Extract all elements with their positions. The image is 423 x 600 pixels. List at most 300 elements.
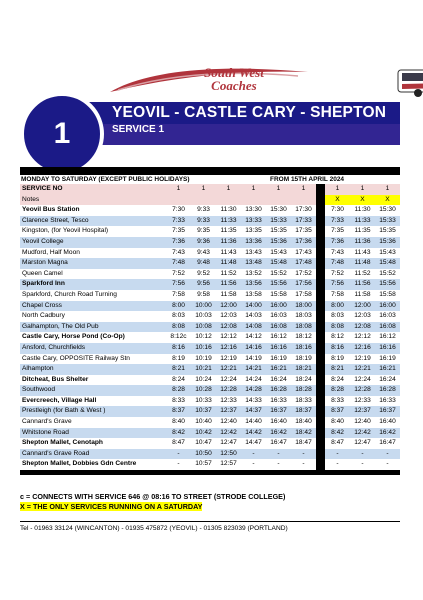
time-cell: 16:42	[266, 428, 291, 439]
column-divider	[316, 332, 325, 343]
stop-name: Sparkford Inn	[20, 279, 166, 290]
time-cell: 7:56	[325, 279, 350, 290]
time-cell: 10:57	[195, 460, 212, 468]
time-cell: 15:52	[379, 269, 396, 277]
note-cell	[266, 195, 291, 206]
time-cell: 12:21	[350, 364, 375, 375]
time-cell: 13:36	[241, 237, 266, 248]
time-cell: 14:33	[245, 396, 262, 404]
time-cell: 7:48	[166, 258, 191, 269]
time-cell: 18:28	[291, 385, 316, 396]
time-cell: 12:21	[216, 364, 241, 375]
time-cell: 15:43	[270, 248, 287, 256]
time-cell: 7:35	[172, 227, 185, 235]
time-cell: 14:12	[245, 333, 262, 341]
time-cell: 9:33	[197, 206, 210, 214]
column-divider	[316, 417, 325, 428]
time-cell: 12:42	[216, 428, 241, 439]
stop-name: Castle Cary, OPPOSITE Railway Stn	[22, 354, 130, 362]
time-cell: 11:52	[220, 269, 237, 277]
time-cell: 8:24	[331, 375, 344, 383]
valid-from: FROM 15TH APRIL 2024	[270, 176, 345, 183]
time-cell: 12:19	[220, 354, 237, 362]
table-row	[20, 406, 400, 417]
time-cell: 8:08	[325, 322, 350, 333]
time-cell: 9:33	[191, 216, 216, 227]
operating-days: MONDAY TO SATURDAY (EXCEPT PUBLIC HOLIDAYS)	[21, 176, 190, 183]
column-divider	[316, 406, 325, 417]
time-cell: 16:47	[379, 439, 396, 447]
time-cell: 8:21	[325, 364, 350, 375]
note-cell	[191, 195, 216, 206]
table-row	[20, 375, 400, 386]
time-cell: 16:28	[375, 385, 400, 396]
time-cell: 18:16	[291, 343, 316, 354]
time-cell: 12:33	[220, 396, 237, 404]
stop-name: Alhampton	[20, 364, 166, 375]
time-cell: 9:58	[197, 290, 210, 298]
time-cell: 8:19	[331, 354, 344, 362]
stop-name: Southwood	[20, 385, 166, 396]
time-cell: 15:48	[375, 258, 400, 269]
column-divider	[316, 459, 325, 470]
stop-name: Shepton Mallet, Dobbies Gdn Centre	[22, 460, 137, 468]
column-divider	[316, 226, 325, 237]
stop-name: Ditcheat, Bus Shelter	[22, 375, 89, 383]
table-row	[20, 269, 400, 280]
time-cell: 15:36	[266, 237, 291, 248]
time-cell: 7:36	[166, 237, 191, 248]
stop-name: Whitstone Road	[20, 428, 166, 439]
time-cell: 13:43	[245, 248, 262, 256]
time-cell: 9:52	[197, 269, 210, 277]
stop-name: Cannard's Grave Road	[20, 449, 166, 460]
time-cell: 7:56	[166, 279, 191, 290]
time-cell: 14:24	[245, 375, 262, 383]
time-cell: 14:19	[245, 354, 262, 362]
time-cell: 17:56	[291, 279, 316, 290]
notes-row	[20, 195, 400, 206]
time-cell: 12:08	[216, 322, 241, 333]
column-divider	[316, 301, 325, 312]
time-cell: 15:48	[266, 258, 291, 269]
time-cell: 16:42	[375, 428, 400, 439]
service-no: 1	[216, 184, 241, 195]
column-divider	[316, 428, 325, 439]
time-cell: 11:43	[220, 248, 237, 256]
stop-name: Clarence Street, Tesco	[20, 216, 166, 227]
time-cell: 12:42	[350, 428, 375, 439]
table-row	[20, 248, 400, 259]
time-cell: 16:00	[266, 301, 291, 312]
time-cell: 8:28	[325, 385, 350, 396]
time-cell: 7:43	[172, 248, 185, 256]
time-cell: 16:40	[379, 418, 396, 426]
timetable-grid	[20, 184, 400, 470]
brand-line2: Coaches	[211, 78, 257, 93]
service-no: 1	[291, 184, 316, 195]
column-divider	[316, 449, 325, 460]
time-cell: 18:08	[291, 322, 316, 333]
table-bottom-bar	[20, 470, 400, 475]
column-divider	[316, 354, 325, 365]
time-cell: 15:56	[266, 279, 291, 290]
table-row	[20, 438, 400, 449]
time-cell: -	[166, 449, 191, 460]
stop-name: Chapel Cross	[20, 301, 166, 312]
column-divider	[316, 258, 325, 269]
time-cell: 12:24	[220, 375, 237, 383]
column-divider	[316, 269, 325, 280]
time-cell: 11:35	[354, 227, 371, 235]
time-cell: 8:47	[172, 439, 185, 447]
time-cell: 11:30	[354, 206, 371, 214]
column-divider	[316, 195, 325, 206]
time-cell: 11:48	[350, 258, 375, 269]
column-divider	[316, 343, 325, 354]
time-cell: 11:56	[216, 279, 241, 290]
service-no-label: SERVICE NO	[20, 184, 166, 195]
time-cell: -	[375, 449, 400, 460]
column-divider	[316, 375, 325, 386]
time-cell: 18:21	[291, 364, 316, 375]
time-cell: 18:24	[295, 375, 312, 383]
time-cell: -	[336, 460, 339, 468]
time-cell: 12:40	[354, 418, 371, 426]
stop-name: Galhampton, The Old Pub	[20, 322, 166, 333]
table-row	[20, 237, 400, 248]
time-cell: 8:16	[325, 343, 350, 354]
time-cell: 12:47	[354, 439, 371, 447]
time-cell: 11:35	[220, 227, 237, 235]
service-no: 1	[166, 184, 191, 195]
time-cell: -	[350, 449, 375, 460]
stop-name: Cannard's Grave	[22, 418, 72, 426]
time-cell: 9:56	[191, 279, 216, 290]
time-cell: 16:08	[266, 322, 291, 333]
time-cell: 14:37	[241, 406, 266, 417]
column-divider	[316, 385, 325, 396]
time-cell: 7:30	[331, 206, 344, 214]
time-cell: 15:56	[375, 279, 400, 290]
table-row	[20, 364, 400, 375]
saturday-note: X = THE ONLY SERVICES RUNNING ON A SATURDAY	[20, 502, 203, 511]
time-cell: 17:30	[295, 206, 312, 214]
time-cell: 7:58	[172, 290, 185, 298]
timetable	[20, 167, 400, 475]
time-cell: 7:52	[172, 269, 185, 277]
column-divider	[316, 322, 325, 333]
time-cell: 12:16	[350, 343, 375, 354]
table-row	[20, 279, 400, 290]
time-cell: 8:42	[325, 428, 350, 439]
service-no: 1	[375, 184, 400, 195]
time-cell: 11:33	[216, 216, 241, 227]
table-row	[20, 417, 400, 428]
time-cell: 14:40	[245, 418, 262, 426]
info-row	[20, 175, 400, 184]
table-row	[20, 216, 400, 227]
time-cell: 10:08	[191, 322, 216, 333]
service-no: 1	[325, 184, 350, 195]
time-cell: 8:12c	[170, 333, 187, 341]
time-cell: 15:30	[379, 206, 396, 214]
time-cell: 10:33	[195, 396, 212, 404]
time-cell: 15:30	[270, 206, 287, 214]
time-cell: 14:03	[245, 312, 262, 320]
time-cell: 16:33	[270, 396, 287, 404]
service-no: 1	[241, 184, 266, 195]
time-cell: 12:28	[350, 385, 375, 396]
time-cell: 14:28	[241, 385, 266, 396]
time-cell: 16:19	[270, 354, 287, 362]
time-cell: 16:21	[266, 364, 291, 375]
stop-name: Kingston, (for Yeovil Hospital)	[22, 227, 109, 235]
stop-name: Sparkford, Church Road Turning	[22, 290, 117, 298]
stop-name: Ansford, Churchfields	[20, 343, 166, 354]
time-cell: 10:21	[191, 364, 216, 375]
time-cell: 8:28	[166, 385, 191, 396]
time-cell: 8:00	[325, 301, 350, 312]
time-cell: 14:42	[241, 428, 266, 439]
table-row	[20, 385, 400, 396]
time-cell: 9:35	[197, 227, 210, 235]
time-cell: 17:36	[291, 237, 316, 248]
time-cell: 16:47	[270, 439, 287, 447]
time-cell: 14:00	[241, 301, 266, 312]
time-cell: 15:33	[266, 216, 291, 227]
time-cell: 7:52	[331, 269, 344, 277]
time-cell: 12:19	[354, 354, 371, 362]
table-row	[20, 343, 400, 354]
time-cell: 7:33	[325, 216, 350, 227]
time-cell: 17:35	[295, 227, 312, 235]
time-cell: 15:33	[375, 216, 400, 227]
time-cell: 17:48	[291, 258, 316, 269]
time-cell: 10:37	[191, 406, 216, 417]
column-divider	[316, 438, 325, 449]
time-cell: 13:48	[241, 258, 266, 269]
time-cell: 17:43	[295, 248, 312, 256]
time-cell: 11:58	[220, 290, 237, 298]
stop-name: Yeovil Bus Station	[22, 206, 80, 214]
divider	[20, 521, 400, 522]
time-cell: 11:52	[354, 269, 371, 277]
time-cell: 12:08	[350, 322, 375, 333]
service-no: 1	[266, 184, 291, 195]
time-cell: 12:40	[220, 418, 237, 426]
time-cell: 16:40	[270, 418, 287, 426]
column-divider	[316, 290, 325, 301]
table-row	[20, 396, 400, 407]
route-header	[20, 102, 400, 152]
time-cell: -	[291, 449, 316, 460]
time-cell: 8:24	[172, 375, 185, 383]
time-cell: -	[361, 460, 364, 468]
time-cell: 17:33	[291, 216, 316, 227]
time-cell: 18:19	[295, 354, 312, 362]
time-cell: 15:58	[379, 290, 396, 298]
time-cell: -	[266, 449, 291, 460]
time-cell: 13:30	[245, 206, 262, 214]
time-cell: 11:36	[216, 237, 241, 248]
time-cell: 16:19	[379, 354, 396, 362]
stop-name: Yeovil College	[20, 237, 166, 248]
time-cell: 15:52	[270, 269, 287, 277]
note-cell: X	[325, 195, 350, 206]
time-cell: 12:28	[216, 385, 241, 396]
stop-name: Castle Cary, Horse Pond (Co-Op)	[22, 333, 125, 341]
time-cell: 9:48	[191, 258, 216, 269]
time-cell: -	[386, 460, 389, 468]
time-cell: -	[325, 449, 350, 460]
time-cell: 10:19	[195, 354, 212, 362]
time-cell: 10:40	[195, 418, 212, 426]
note-cell: X	[350, 195, 375, 206]
time-cell: -	[277, 460, 280, 468]
time-cell: 16:12	[379, 333, 396, 341]
service-no: 1	[350, 184, 375, 195]
time-cell: 16:08	[375, 322, 400, 333]
time-cell: 17:52	[295, 269, 312, 277]
logo-text	[204, 66, 264, 92]
time-cell: 16:16	[375, 343, 400, 354]
time-cell: 8:42	[166, 428, 191, 439]
note-cell	[216, 195, 241, 206]
time-cell: 10:42	[191, 428, 216, 439]
time-cell: 8:33	[331, 396, 344, 404]
table-row	[20, 322, 400, 333]
coach-icon	[396, 68, 423, 98]
time-cell: 16:03	[270, 312, 287, 320]
time-cell: -	[241, 449, 266, 460]
time-cell: 11:58	[354, 290, 371, 298]
time-cell: 16:16	[266, 343, 291, 354]
time-cell: 8:08	[166, 322, 191, 333]
note-cell: X	[375, 195, 400, 206]
stop-name: Mudford, Half Moon	[22, 248, 80, 256]
time-cell: 8:47	[331, 439, 344, 447]
time-cell: 15:35	[379, 227, 396, 235]
time-cell: 9:43	[197, 248, 210, 256]
time-cell: 12:16	[216, 343, 241, 354]
time-cell: 14:16	[241, 343, 266, 354]
time-cell: 9:36	[191, 237, 216, 248]
table-row	[20, 290, 400, 301]
time-cell: 10:50	[191, 449, 216, 460]
column-divider	[316, 216, 325, 227]
time-cell: 7:33	[166, 216, 191, 227]
time-cell: 12:57	[220, 460, 237, 468]
time-cell: 11:36	[350, 237, 375, 248]
service-label: SERVICE 1	[112, 124, 165, 135]
time-cell: 7:58	[331, 290, 344, 298]
time-cell: 10:47	[195, 439, 212, 447]
column-divider	[316, 237, 325, 248]
stop-name: Marston Magna	[20, 258, 166, 269]
time-cell: 13:52	[245, 269, 262, 277]
time-cell: 13:35	[245, 227, 262, 235]
time-cell: 14:21	[241, 364, 266, 375]
time-cell: 12:47	[220, 439, 237, 447]
time-cell: 16:21	[375, 364, 400, 375]
time-cell: 10:28	[191, 385, 216, 396]
time-cell: 11:48	[216, 258, 241, 269]
stop-name: Shepton Mallet, Cenotaph	[22, 439, 103, 447]
table-row	[20, 258, 400, 269]
stop-name: Queen Camel	[22, 269, 63, 277]
time-cell: 16:24	[379, 375, 396, 383]
time-cell: 8:00	[166, 301, 191, 312]
time-cell: 8:16	[166, 343, 191, 354]
time-cell: 12:12	[220, 333, 237, 341]
time-cell: 16:00	[375, 301, 400, 312]
time-cell: 18:42	[291, 428, 316, 439]
brand-line1: South West	[204, 65, 264, 80]
time-cell: 8:03	[172, 312, 185, 320]
time-cell: 16:24	[270, 375, 287, 383]
time-cell: 10:24	[195, 375, 212, 383]
time-cell: 16:37	[266, 406, 291, 417]
time-cell: 13:58	[245, 290, 262, 298]
service-no-row	[20, 184, 400, 195]
time-cell: 8:37	[166, 406, 191, 417]
time-cell: 7:30	[172, 206, 185, 214]
route-title: YEOVIL - CASTLE CARY - SHEPTON	[112, 104, 387, 121]
time-cell: 14:47	[245, 439, 262, 447]
time-cell: 16:12	[270, 333, 287, 341]
table-row	[20, 354, 400, 365]
time-cell: 13:33	[241, 216, 266, 227]
footnotes	[20, 492, 400, 511]
note-cell	[241, 195, 266, 206]
time-cell: 18:03	[295, 312, 312, 320]
column-divider	[316, 184, 325, 195]
table-row	[20, 311, 400, 322]
time-cell: 8:19	[172, 354, 185, 362]
company-logo	[108, 64, 400, 102]
time-cell: 8:03	[331, 312, 344, 320]
table-row	[20, 449, 400, 460]
time-cell: 12:50	[216, 449, 241, 460]
table-row	[20, 332, 400, 343]
time-cell: 16:37	[375, 406, 400, 417]
stop-name: Evercreech, Village Hall	[22, 396, 97, 404]
time-cell: 7:43	[331, 248, 344, 256]
time-cell: 15:43	[379, 248, 396, 256]
time-cell: 11:43	[354, 248, 371, 256]
time-cell: 18:37	[291, 406, 316, 417]
time-cell: 8:21	[166, 364, 191, 375]
route-number-badge: 1	[20, 92, 104, 176]
time-cell: 8:40	[331, 418, 344, 426]
time-cell: 15:35	[270, 227, 287, 235]
time-cell: 8:33	[172, 396, 185, 404]
time-cell: 12:33	[354, 396, 371, 404]
time-cell: 18:00	[291, 301, 316, 312]
time-cell: -	[252, 460, 255, 468]
time-cell: 8:37	[325, 406, 350, 417]
time-cell: 16:33	[379, 396, 396, 404]
time-cell: 16:03	[379, 312, 396, 320]
column-divider	[316, 279, 325, 290]
time-cell: 11:56	[350, 279, 375, 290]
connection-note: c = CONNECTS WITH SERVICE 646 @ 08:16 TO STREET (STRODE COLLEGE)	[20, 492, 286, 501]
note-cell	[166, 195, 191, 206]
time-cell: 12:37	[350, 406, 375, 417]
time-cell: 10:12	[195, 333, 212, 341]
time-cell: 15:58	[270, 290, 287, 298]
